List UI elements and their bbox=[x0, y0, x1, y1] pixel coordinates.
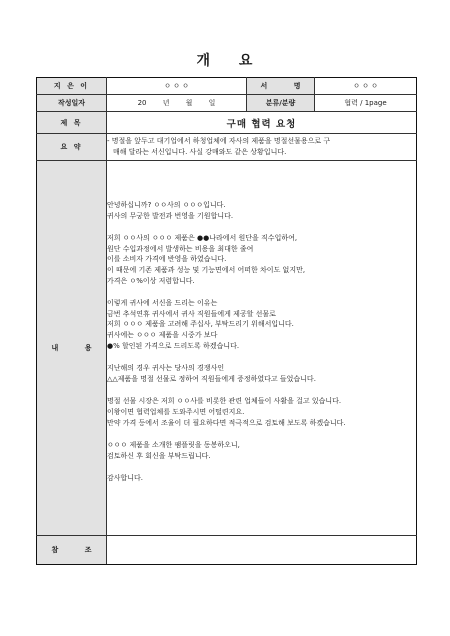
summary-value[interactable] bbox=[107, 134, 417, 161]
content-paragraph bbox=[107, 298, 416, 351]
content-paragraph bbox=[107, 363, 416, 384]
content-paragraph bbox=[107, 396, 416, 428]
date-value[interactable]: 20 년 월 일 bbox=[107, 95, 247, 112]
content-line: 명절 선물 시장은 저희 ㅇㅇ사를 비롯한 관련 업체들이 사활을 걸고 있습니다. bbox=[107, 397, 342, 406]
category-label: 분류/분량 bbox=[247, 95, 315, 112]
content-line: 이를 소비자 가격에 반영을 하였습니다. bbox=[107, 255, 227, 264]
content-label: 내 용 bbox=[37, 161, 107, 536]
content-paragraph bbox=[107, 440, 416, 461]
reference-value[interactable] bbox=[107, 536, 417, 565]
content-line: ●% 할인된 가격으로 드리도록 하겠습니다. bbox=[107, 341, 240, 350]
content-line: 귀사의 무궁한 발전과 번영을 기원합니다. bbox=[107, 211, 234, 220]
content-line: 저희 ㅇㅇ사의 ㅇㅇㅇ 제품은 ●●나라에서 원단을 직수입하여, bbox=[107, 234, 298, 243]
subject-label: 제 목 bbox=[37, 112, 107, 134]
content-line: 이왕이면 협력업체를 도와주시면 어떨련지요. bbox=[107, 407, 245, 416]
date-row bbox=[37, 95, 417, 112]
content-line: 안녕하십니까? ㅇㅇ사의 ㅇㅇㅇ입니다. bbox=[107, 201, 226, 210]
content-paragraph bbox=[107, 200, 416, 221]
content-paragraphs bbox=[107, 200, 416, 484]
author-value[interactable]: ㅇ ㅇ ㅇ bbox=[107, 78, 247, 95]
content-line: 저희 ㅇㅇㅇ 제품을 고려해 주십사, 부탁드리기 위해서입니다. bbox=[107, 320, 294, 329]
content-line: 원단 수입과정에서 발생하는 비용을 최대한 줄여 bbox=[107, 244, 254, 253]
category-value[interactable]: 협력 / 1page bbox=[315, 95, 417, 112]
content-line: 지난해의 경우 귀사는 당사의 경쟁사인 bbox=[107, 364, 225, 373]
content-line: ㅇㅇㅇ 제품을 소개한 팸플릿을 동봉하오니, bbox=[107, 441, 240, 450]
reference-row bbox=[37, 536, 417, 565]
content-line: 귀사에는 ㅇㅇㅇ 제품을 시중가 보다 bbox=[107, 331, 218, 339]
content-row bbox=[37, 161, 417, 536]
content-line: △△제품을 명절 선물로 정하여 직원들에게 증정하였다고 들었습니다. bbox=[107, 374, 316, 383]
reference-label: 참 조 bbox=[37, 536, 107, 565]
subject-value[interactable]: 구매 협력 요청 bbox=[107, 112, 417, 134]
summary-row bbox=[37, 134, 417, 161]
content-paragraph bbox=[107, 473, 416, 484]
content-paragraph bbox=[107, 233, 416, 286]
content-line: 가격은 ㅇ%이상 저렴합니다. bbox=[107, 276, 195, 285]
summary-line-1: - 명절을 앞두고 대기업에서 하청업체에 자사의 제품을 명절선물용으로 구 bbox=[107, 137, 331, 145]
content-line: 금번 추석연휴 귀사에서 귀사 직원들에게 제공할 선물로 bbox=[107, 309, 276, 318]
summary-line-2: 매해 달라는 서신입니다. 사실 강매와도 같은 상황입니다. bbox=[113, 148, 287, 156]
content-line: 이 때문에 기존 제품과 성능 및 기능면에서 어떠한 차이도 없지만, bbox=[107, 266, 306, 275]
subject-row bbox=[37, 112, 417, 134]
signature-label: 서 명 bbox=[247, 78, 315, 95]
signature-value[interactable]: ㅇ ㅇ ㅇ bbox=[315, 78, 417, 95]
author-label: 지 은 이 bbox=[37, 78, 107, 95]
content-line: 검토하신 후 회신을 부탁드립니다. bbox=[107, 451, 211, 460]
content-line: 만약 가격 등에서 조율이 더 필요하다면 적극적으로 검토해 보도록 하겠습니다. bbox=[107, 418, 346, 427]
content-line: 감사합니다. bbox=[107, 474, 144, 483]
overview-form-table bbox=[36, 77, 417, 565]
content-body[interactable] bbox=[107, 161, 417, 536]
summary-label: 요 약 bbox=[37, 134, 107, 161]
date-label: 작성일자 bbox=[37, 95, 107, 112]
author-row bbox=[37, 78, 417, 95]
document-title: 개 요 bbox=[196, 53, 254, 69]
content-line: 이렇게 귀사에 서신을 드리는 이유는 bbox=[107, 299, 218, 308]
